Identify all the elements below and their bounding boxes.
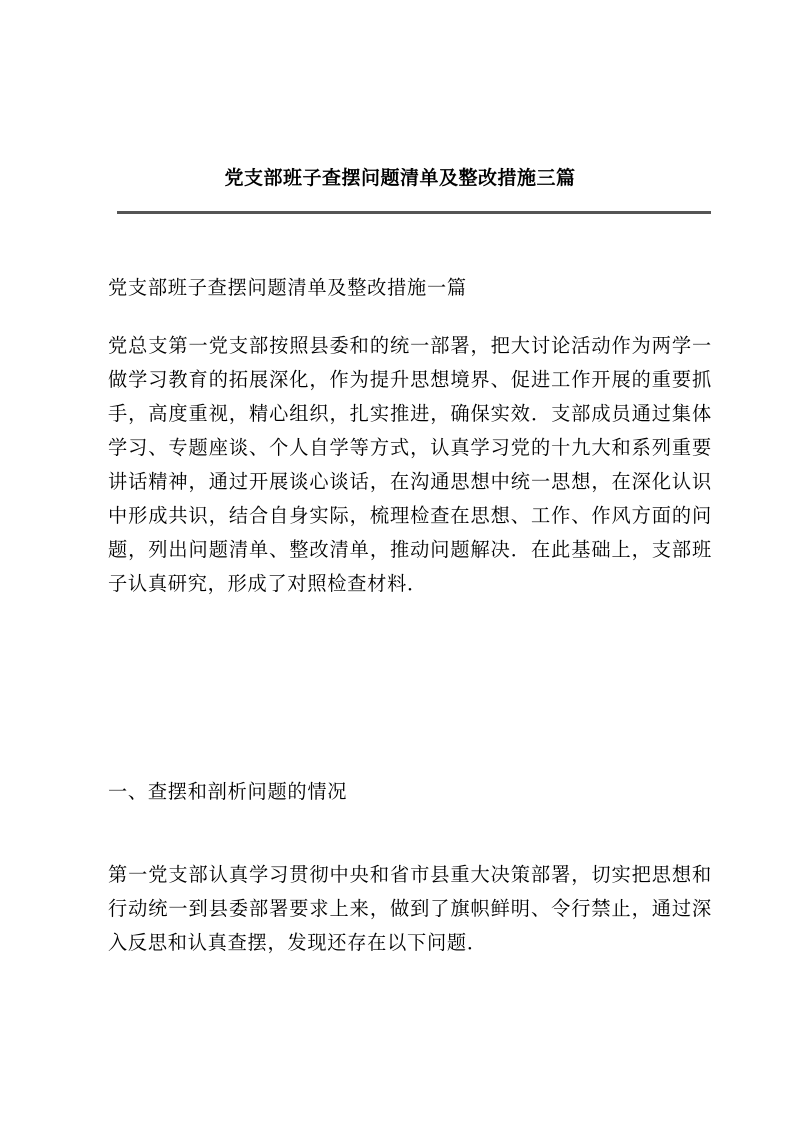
intro-paragraph: 党总支第一党支部按照县委和的统一部署，把大讨论活动作为两学一做学习教育的拓展深化，作为提升思想境界、促进工作开展的重要抓手，高度重视，精心组织，扎实推进，确保实效．支部成员通过集体学习、专题座谈、个人自学等方式，认真学习党的十九大和系列重要讲话精神，通过开展谈心谈话，在沟通思想中统一思想，在深化认识中形成共识，结合自身实际，梳理检查在思想、工作、作风方面的问题，列出问题清单、整改清单，推动问题解决．在此基础上，支部班子认真研究，形成了对照检查材料． (108, 334, 712, 595)
title-underline-divider (117, 211, 711, 214)
section-paragraph: 第一党支部认真学习贯彻中央和省市县重大决策部署，切实把思想和行动统一到县委部署要求上来，做到了旗帜鲜明、令行禁止，通过深入反思和认真查摆，发现还存在以下问题． (108, 863, 712, 954)
document-title: 党支部班子查摆问题清单及整改措施三篇 (224, 167, 576, 189)
sub-title: 党支部班子查摆问题清单及整改措施一篇 (108, 276, 467, 299)
section-heading: 一、查摆和剖析问题的情况 (108, 780, 348, 803)
